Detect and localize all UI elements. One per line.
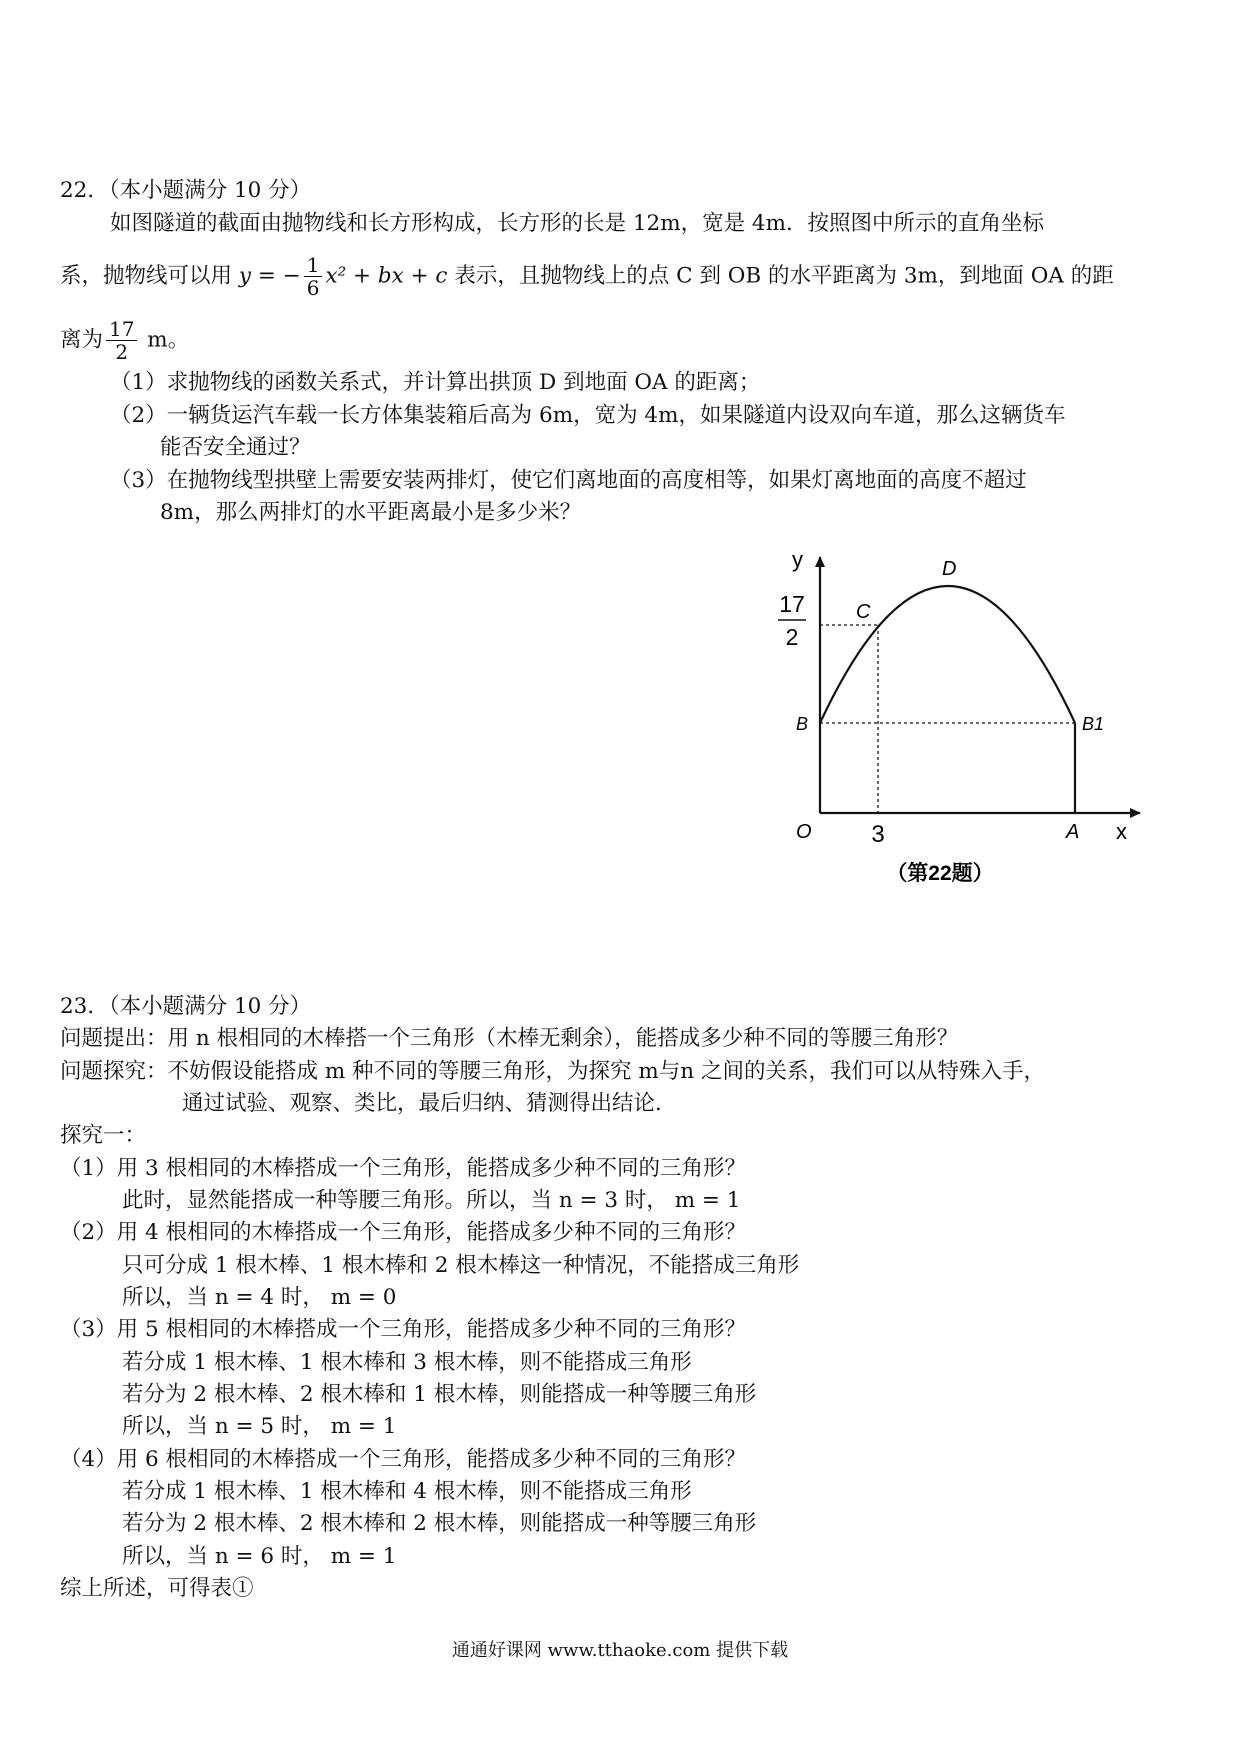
q23-case-3-detail-b: 若分为 2 根木棒、2 根木棒和 1 根木棒，则能搭成一种等腰三角形 xyxy=(122,1382,757,1407)
q23-case-4: （4）用 6 根相同的木棒搭成一个三角形，能搭成多少种不同的三角形？ xyxy=(60,1447,747,1472)
q23-case-2: （2）用 4 根相同的木棒搭成一个三角形，能搭成多少种不同的三角形？ xyxy=(60,1220,747,1245)
q23-case-3-detail-a: 若分成 1 根木棒、1 根木棒和 3 根木棒，则不能搭成三角形 xyxy=(122,1350,692,1375)
q23-summary: 综上所述，可得表① xyxy=(60,1576,254,1601)
q22-subquestion-2-cont: 能否安全通过？ xyxy=(160,435,311,460)
q23-case-4-detail-a: 若分成 1 根木棒、1 根木棒和 4 根木棒，则不能搭成三角形 xyxy=(122,1479,692,1504)
q23-exploration-intro-cont: 通过试验、观察、类比，最后归纳、猜测得出结论． xyxy=(182,1091,677,1116)
q22-formula-lhs: y = − xyxy=(238,263,301,289)
q23-case-3-result: 所以，当 n = 5 时， m = 1 xyxy=(122,1414,397,1439)
y-tick-denominator: 2 xyxy=(785,624,799,650)
q22-height-denominator: 2 xyxy=(115,340,129,364)
q22-paragraph-line-1: 如图隧道的截面由抛物线和长方形构成，长方形的长是 12m，宽是 4m．按照图中所示的直角坐标 xyxy=(110,211,1044,236)
q22-subquestion-1: （1）求抛物线的函数关系式，并计算出拱顶 D 到地面 OA 的距离； xyxy=(110,370,761,395)
q23-case-2-detail: 只可分成 1 根木棒、1 根木棒和 2 根木棒这一种情况，不能搭成三角形 xyxy=(122,1253,800,1278)
q23-case-4-detail-b: 若分为 2 根木棒、2 根木棒和 2 根木棒，则能搭成一种等腰三角形 xyxy=(122,1511,757,1536)
x-tick-label: 3 xyxy=(871,821,885,848)
footer-download-note: 通通好课网 www.tthaoke.com 提供下载 xyxy=(451,1640,789,1661)
q23-case-4-result: 所以，当 n = 6 时， m = 1 xyxy=(122,1544,397,1569)
point-d-label: D xyxy=(942,558,957,580)
q22-paragraph-line-2 xyxy=(60,254,1114,299)
q23-case-3: （3）用 5 根相同的木棒搭成一个三角形，能搭成多少种不同的三角形？ xyxy=(60,1317,747,1342)
q22-height-numerator: 17 xyxy=(106,318,137,341)
figure-caption: （第22题） xyxy=(886,862,994,885)
x-axis-label: x xyxy=(1116,819,1127,844)
q22-text: 离为 xyxy=(60,327,104,353)
q23-case-1: （1）用 3 根相同的木棒搭成一个三角形，能搭成多少种不同的三角形？ xyxy=(60,1156,747,1181)
q23-exploration-intro: 问题探究：不妨假设能搭成 m 种不同的等腰三角形，为探究 m与n 之间的关系，我们可以从特殊入手， xyxy=(60,1059,1045,1084)
q23-explore-one-heading: 探究一： xyxy=(60,1123,147,1148)
q22-paragraph-line-3 xyxy=(60,318,189,363)
q23-case-2-result: 所以，当 n = 4 时， m = 0 xyxy=(122,1285,397,1310)
q22-subquestion-3-cont: 8m，那么两排灯的水平距离最小是多少米？ xyxy=(160,500,582,525)
q22-formula-rhs: x² + bx + c xyxy=(325,263,448,289)
q22-text: m。 xyxy=(140,327,190,353)
q22-fraction-numerator: 1 xyxy=(304,254,323,277)
q22-fraction-denominator: 6 xyxy=(306,276,320,300)
q23-problem-statement: 问题提出：用 n 根相同的木棒搭一个三角形（木棒无剩余），能搭成多少种不同的等腰三角形？ xyxy=(60,1026,959,1051)
point-b1-label: B1 xyxy=(1082,714,1105,734)
q22-subquestion-2: （2）一辆货运汽车载一长方体集装箱后高为 6m，宽为 4m，如果隧道内设双向车道，那么这辆货车 xyxy=(110,403,1066,428)
point-c-label: C xyxy=(856,601,871,623)
q22-text: 系，抛物线可以用 xyxy=(60,263,239,289)
q23-case-1-detail: 此时，显然能搭成一种等腰三角形。所以，当 n = 3 时， m = 1 xyxy=(122,1188,741,1213)
y-axis-label: y xyxy=(792,547,803,572)
point-b-label: B xyxy=(796,714,809,734)
origin-label: O xyxy=(796,821,812,843)
point-a-label: A xyxy=(1066,821,1080,843)
y-tick-numerator: 17 xyxy=(779,591,805,617)
q22-text: 表示，且抛物线上的点 C 到 OB 的水平距离为 3m，到地面 OA 的距 xyxy=(447,263,1114,289)
tunnel-diagram xyxy=(770,545,1150,905)
q22-height-fraction xyxy=(106,318,137,363)
q23-header: 23．（本小题满分 10 分） xyxy=(60,994,312,1019)
q22-fraction xyxy=(304,254,323,299)
q22-subquestion-3: （3）在抛物线型拱壁上需要安装两排灯，使它们离地面的高度相等，如果灯离地面的高度不超过 xyxy=(110,468,1027,493)
q22-header: 22．（本小题满分 10 分） xyxy=(60,178,312,203)
